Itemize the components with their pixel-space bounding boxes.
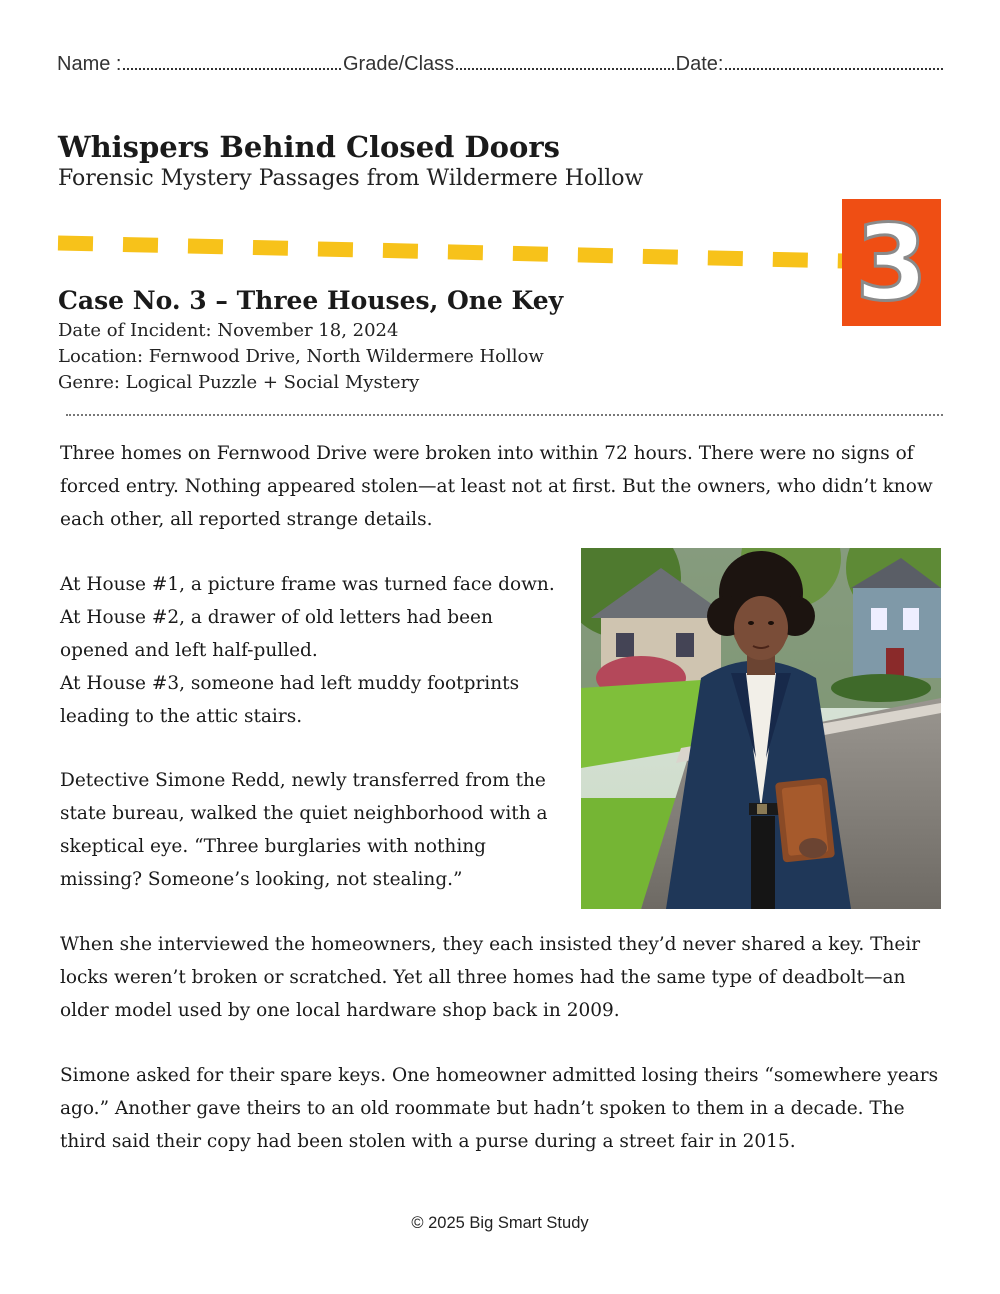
house-clues (60, 568, 565, 733)
grade-blank[interactable] (456, 52, 674, 70)
name-blank[interactable] (123, 52, 341, 70)
house-3-clue: At House #3, someone had left muddy footprints leading to the attic stairs. (60, 673, 520, 727)
student-info-line (57, 52, 945, 82)
house-2-clue: At House #2, a drawer of old letters had been opened and left half-pulled. (60, 607, 493, 661)
paragraph-intro: Three homes on Fernwood Drive were broken into within 72 hours. There were no signs of forced entry. Nothing appeared stolen—at least not at first. But the owners, who didn’t know each other, all reported strange details. (60, 443, 933, 530)
name-label: Name : (57, 53, 122, 75)
case-genre: Genre: Logical Puzzle + Social Mystery (58, 372, 420, 393)
detective-photo (581, 548, 941, 909)
grade-label: Grade/Class (342, 53, 455, 75)
paragraph-interview: When she interviewed the homeowners, they each insisted they’d never shared a key. Their locks weren’t broken or scratched. Yet all three homes had the same type of deadbolt—an older model used by one local hardware shop back in 2009. (60, 934, 921, 1021)
copyright-footer: © 2025 Big Smart Study (411, 1214, 589, 1232)
date-blank[interactable] (725, 52, 943, 70)
case-number: 3 (855, 201, 928, 324)
page-subtitle: Forensic Mystery Passages from Wildermere Hollow (58, 166, 644, 191)
paragraph-detective: Detective Simone Redd, newly transferred from the state bureau, walked the quiet neighborhood with a skeptical eye. “Three burglaries with nothing missing? Someone’s looking, not stealing.” (60, 770, 548, 890)
section-divider (66, 414, 943, 416)
page-title: Whispers Behind Closed Doors (58, 130, 560, 164)
case-number-badge (842, 199, 941, 326)
house-1-clue: At House #1, a picture frame was turned face down. (60, 574, 555, 595)
incident-location: Location: Fernwood Drive, North Wildermere Hollow (58, 346, 544, 367)
tape-dashes (58, 243, 845, 261)
incident-date: Date of Incident: November 18, 2024 (58, 320, 399, 341)
date-label: Date: (675, 53, 724, 75)
case-title: Case No. 3 – Three Houses, One Key (58, 286, 564, 315)
paragraph-spare-keys: Simone asked for their spare keys. One homeowner admitted losing theirs “somewhere years ago.” Another gave theirs to an old roommate but hadn’t spoken to them in a decade. The third said their copy had been stolen with a purse during a street fair in 2015. (60, 1065, 939, 1152)
